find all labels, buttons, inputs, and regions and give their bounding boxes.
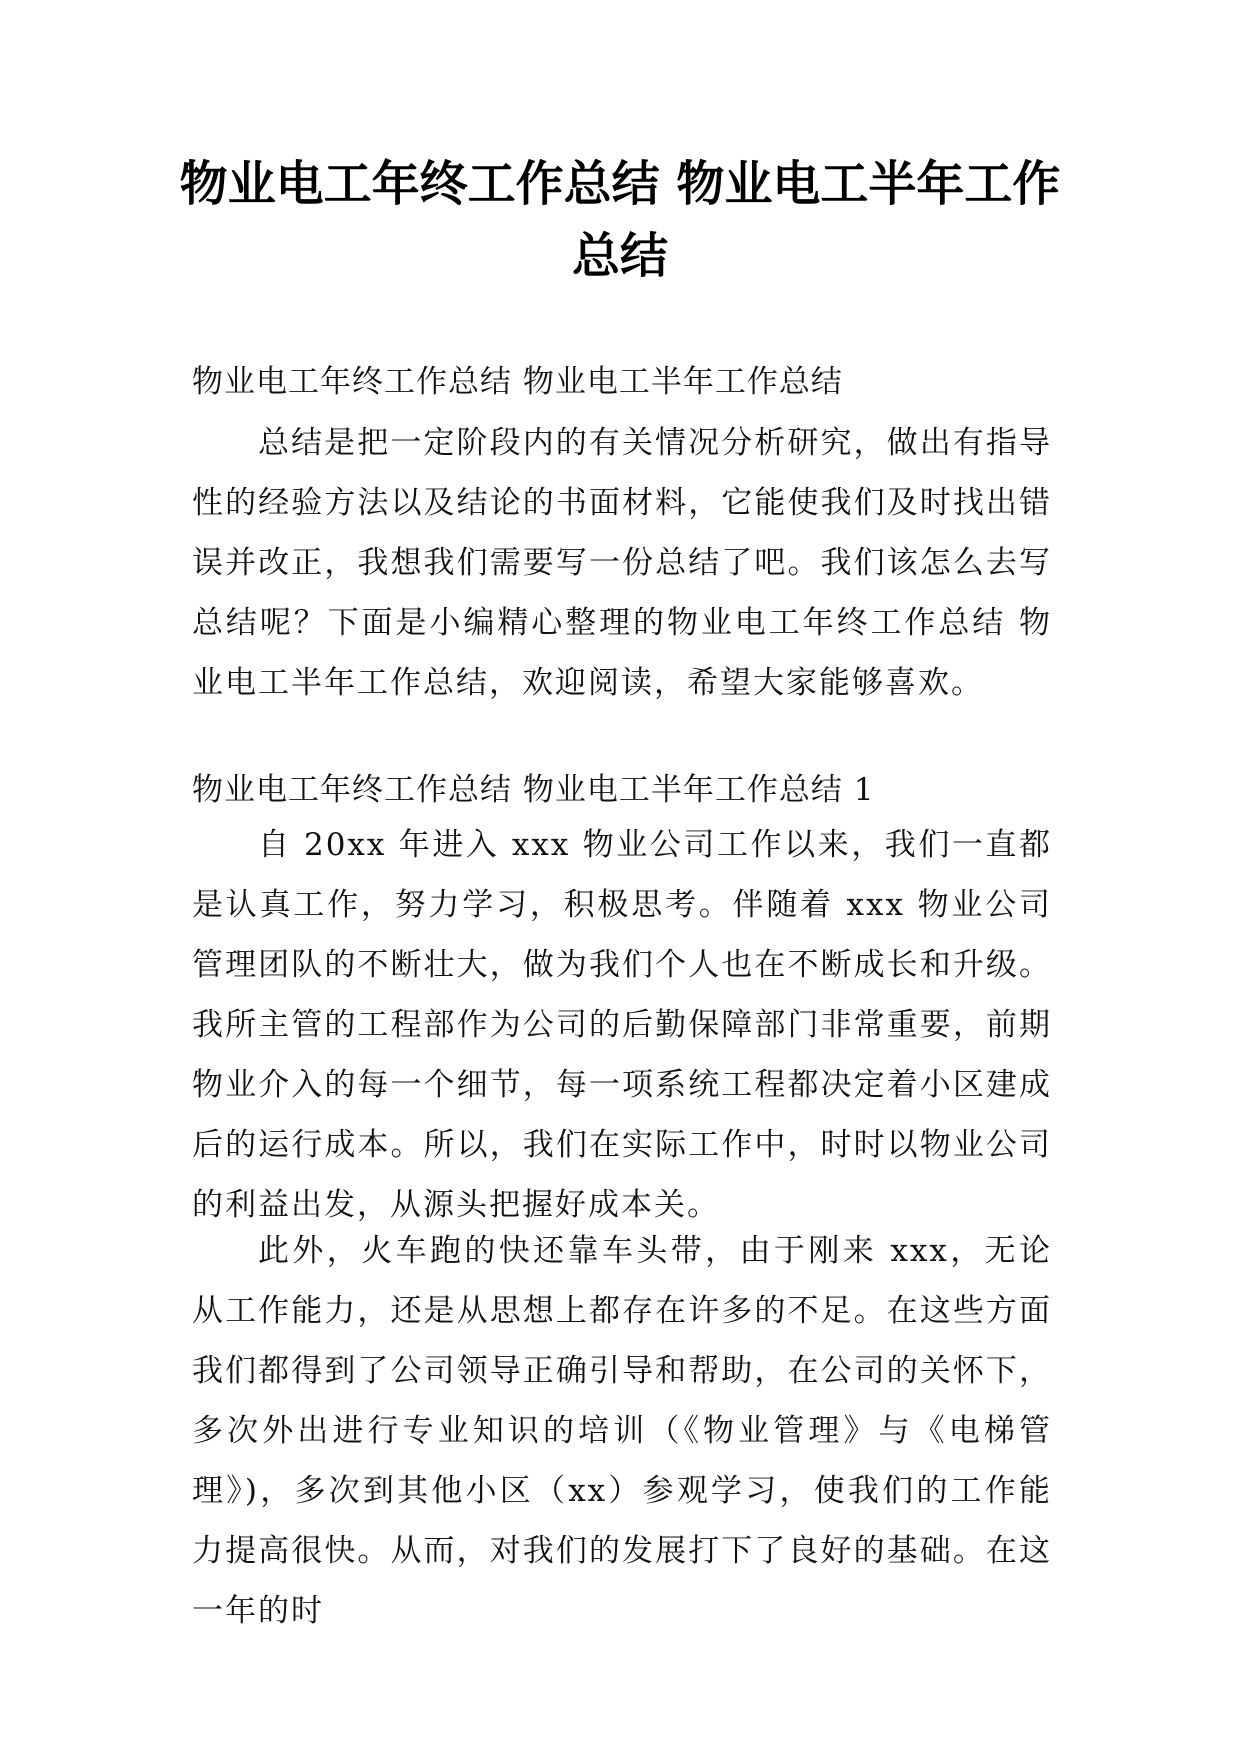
document-title bbox=[170, 148, 1070, 292]
section-heading: 物业电工年终工作总结 物业电工半年工作总结 1 bbox=[192, 772, 875, 808]
body-paragraph-2: 此外，火车跑的快还靠车头带，由于刚来 xxx，无论从工作能力，还是从思想上都存在许多的不足。在这些方面我们都得到了公司领导正确引导和帮助，在公司的关怀下，多次外出进行专业知识的培训（《物业管理》与《电梯管理》)，多次到其他小区（xx）参观学习，使我们的工作能力提高很快。从而，对我们的发展打下了良好的基础。在这一年的时 bbox=[192, 1233, 1052, 1629]
intro-heading: 物业电工年终工作总结 物业电工半年工作总结 bbox=[192, 364, 843, 400]
title-line-1: 物业电工年终工作总结 物业电工半年工作 bbox=[179, 156, 1061, 212]
intro-paragraph: 总结是把一定阶段内的有关情况分析研究，做出有指导性的经验方法以及结论的书面材料，它能使我们及时找出错误并改正，我想我们需要写一份总结了吧。我们该怎么去写总结呢？下面是小编精心整理的物业电工年终工作总结 物业电工半年工作总结，欢迎阅读，希望大家能够喜欢。 bbox=[192, 425, 1052, 701]
title-line-2: 总结 bbox=[571, 228, 668, 284]
body-paragraph-1: 自 20xx 年进入 xxx 物业公司工作以来，我们一直都是认真工作，努力学习，积极思考。伴随着 xxx 物业公司管理团队的不断壮大，做为我们个人也在不断成长和升级。我所主管的工程部作为公司的后勤保障部门非常重要，前期物业介入的每一个细节，每一项系统工程都决定着小区建成后的运行成本。所以，我们在实际工作中，时时以物业公司的利益出发，从源头把握好成本关。 bbox=[192, 827, 1052, 1223]
